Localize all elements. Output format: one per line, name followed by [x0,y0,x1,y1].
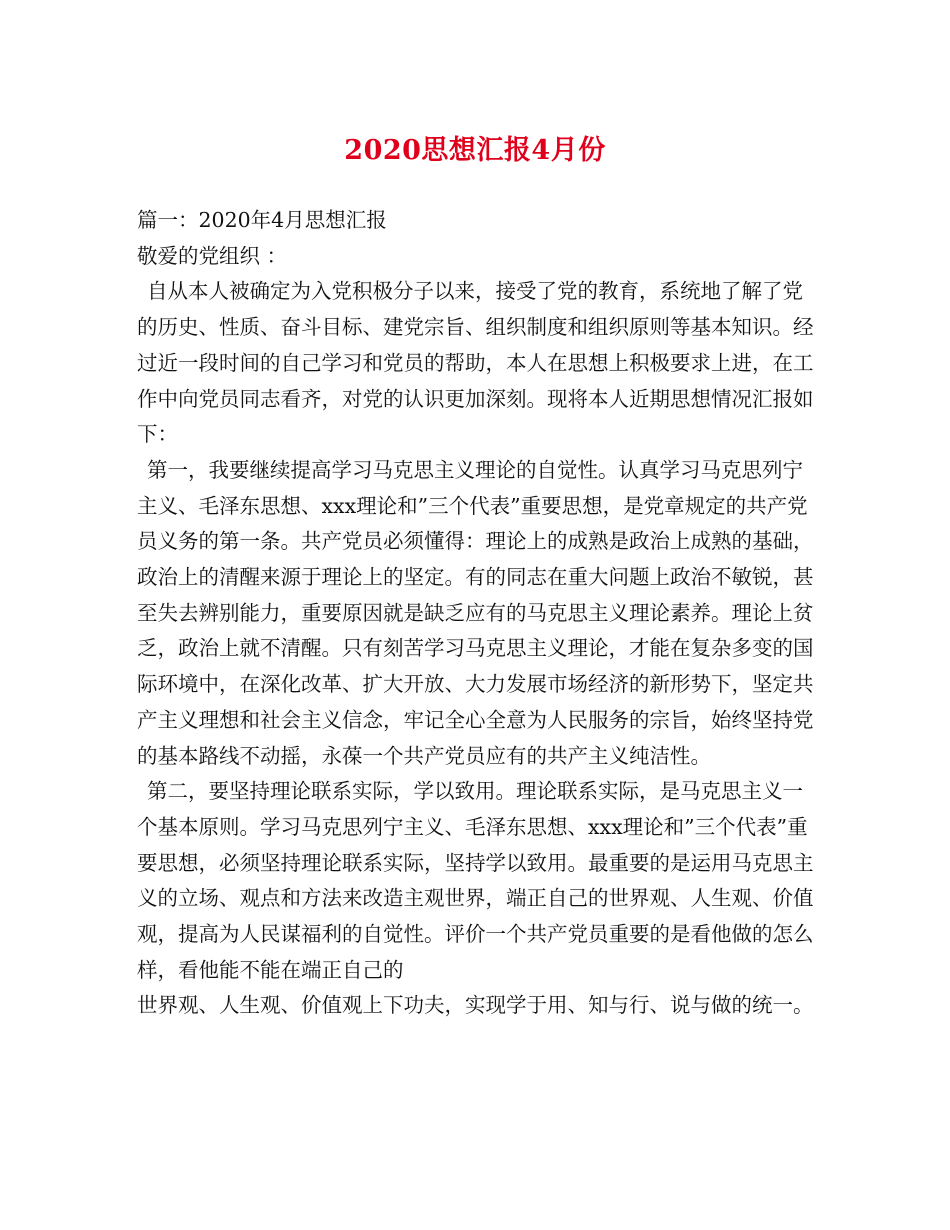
paragraph-first-point: 第一，我要继续提高学习马克思主义理论的自觉性。认真学习马克思列宁主义、毛泽东思想、xxx理论和”三个代表”重要思想，是党章规定的共产党员义务的第一条。共产党员必须懂得：理论上的成熟是政治上成熟的基础，政治上的清醒来源于理论上的坚定。有的同志在重大问题上政治不敏锐，甚至失去辨别能力，重要原因就是缺乏应有的马克思主义理论素养。理论上贫乏，政治上就不清醒。只有刻苦学习马克思主义理论，才能在复杂多变的国际环境中，在深化改革、扩大开放、大力发展市场经济的新形势下，坚定共产主义理想和社会主义信念，牢记全心全意为人民服务的宗旨，始终坚持党的基本路线不动摇，永葆一个共产党员应有的共产主义纯洁性。 [137,457,814,768]
salutation: 敬爱的党组织 ： [137,243,288,268]
document-body [137,203,817,1024]
paragraph-intro: 自从本人被确定为入党积极分子以来，接受了党的教育，系统地了解了党的历史、性质、奋斗目标、建党宗旨、组织制度和组织原则等基本知识。经过近一段时间的自己学习和党员的帮助，本人在思想上积极要求上进，在工作中向党员同志看齐，对党的认识更加深刻。现将本人近期思想情况汇报如下： [137,279,814,447]
paragraph-second-point: 第二，要坚持理论联系实际，学以致用。理论联系实际，是马克思主义一个基本原则。学习马克思列宁主义、毛泽东思想、xxx理论和”三个代表”重要思想，必须坚持理论联系实际，坚持学以致用。最重要的是运用马克思主义的立场、观点和方法来改造主观世界，端正自己的世界观、人生观、价值观，提高为人民谋福利的自觉性。评价一个共产党员重要的是看他做的怎么样，看他能不能在端正自己的 [137,779,814,982]
paragraph-continuation: 世界观、人生观、价值观上下功夫，实现学于用、知与行、说与做的统一。 [137,993,814,1018]
section-heading: 篇一：2020年4月思想汇报 [137,208,387,232]
document-title: 2020思想汇报4月份 [344,135,606,166]
